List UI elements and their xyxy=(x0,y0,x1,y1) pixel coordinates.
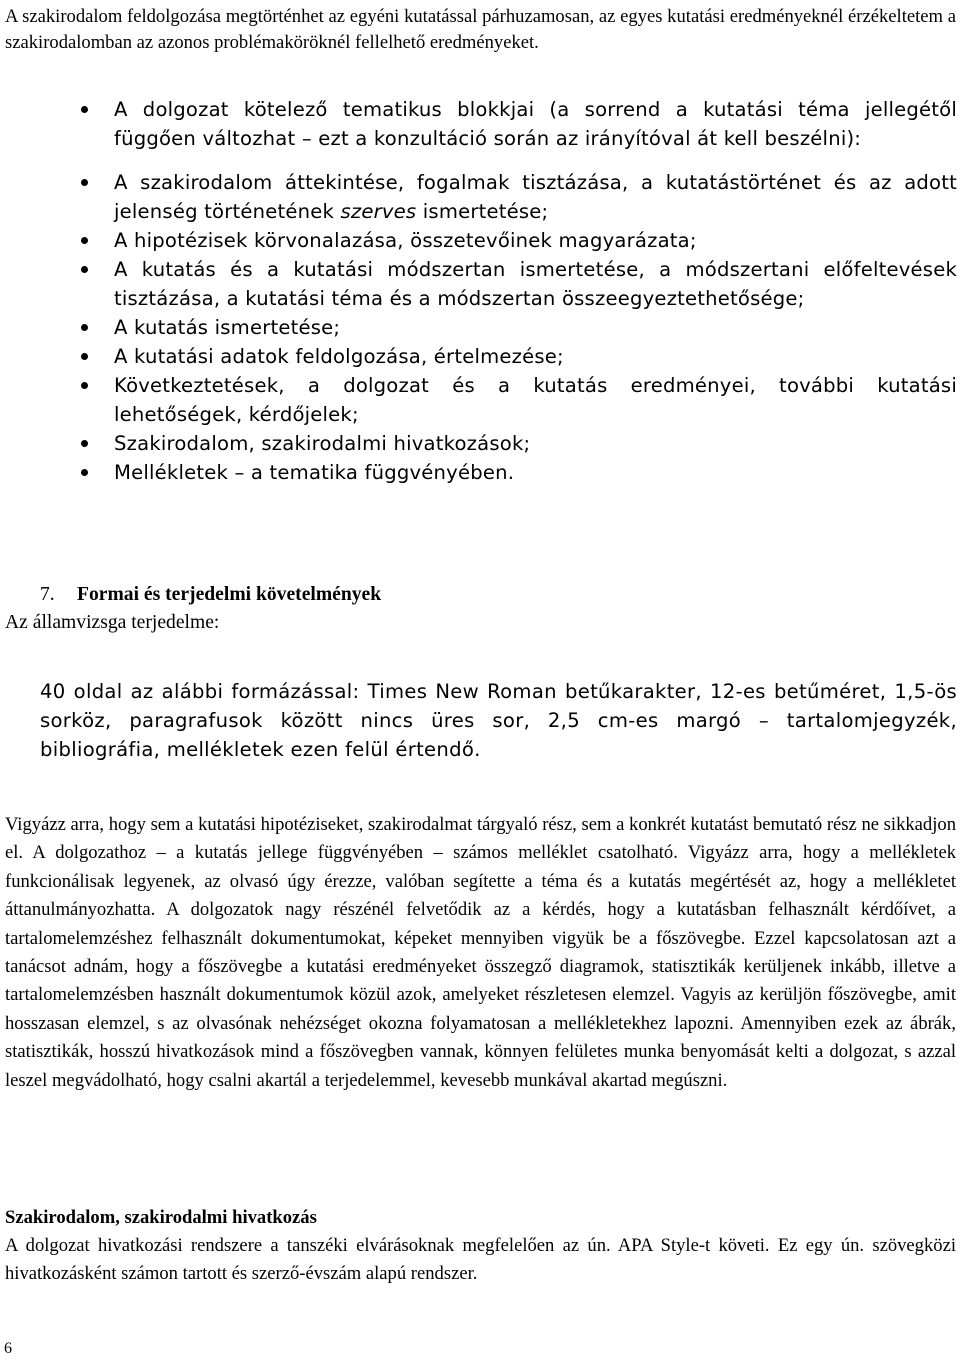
thematic-blocks-list xyxy=(77,95,957,487)
references-heading: Szakirodalom, szakirodalmi hivatkozás xyxy=(5,1207,317,1228)
references-paragraph: A dolgozat hivatkozási rendszere a tanszéki elvárásoknak megfelelően az ún. APA Style-t követi. Ez egy ún. szövegközi hivatkozásként számon tartott és szerző-évszám alapú rendszer. xyxy=(5,1235,956,1284)
list-item xyxy=(77,458,957,487)
list-item xyxy=(77,255,957,313)
section-number: 7. xyxy=(40,584,55,605)
intro-paragraph: A szakirodalom feldolgozása megtörténhet az egyéni kutatással párhuzamosan, az egyes kutatási eredményeknél érzékeltetem a szakirodalomban az azonos problémaköröknél fellelhető eredményeket. xyxy=(5,6,956,53)
list-item xyxy=(77,168,957,226)
bullet-icon xyxy=(81,469,88,476)
section-title: Formai és terjedelmi követelmények xyxy=(77,584,382,605)
bullet-icon xyxy=(81,179,88,186)
bullet-icon xyxy=(81,324,88,331)
list-item-text: A kutatás és a kutatási módszertan ismertetése, a módszertani előfeltevések tisztázása, a kutatási téma és a módszertan összeegyeztethetősége; xyxy=(114,258,957,310)
list-item xyxy=(77,95,957,153)
emphasis-text: szerves xyxy=(340,200,417,223)
bullet-icon xyxy=(81,353,88,360)
bullet-icon xyxy=(81,237,88,244)
list-item-text: A szakirodalom áttekintése, fogalmak tisztázása, a kutatástörténet és az adott jelenség történetének szerves ismertetése; xyxy=(114,171,957,223)
page-number: 6 xyxy=(4,1340,12,1357)
list-item xyxy=(77,313,957,342)
list-item-text: Szakirodalom, szakirodalmi hivatkozások; xyxy=(114,432,531,455)
section-heading xyxy=(40,582,381,608)
list-item xyxy=(77,371,957,429)
bullet-icon xyxy=(81,382,88,389)
bullet-icon xyxy=(81,106,88,113)
format-requirements: 40 oldal az alábbi formázással: Times New Roman betűkarakter, 12-es betűméret, 1,5-ös sorköz, paragrafusok között nincs üres sor, 2,5 cm-es margó – tartalomjegyzék, bibliográfia, mellékletek ezen felül értendő. xyxy=(40,680,957,761)
bullet-icon xyxy=(81,266,88,273)
list-item-text: A hipotézisek körvonalazása, összetevőinek magyarázata; xyxy=(114,229,697,252)
list-item xyxy=(77,342,957,371)
section-subtitle: Az államvizsga terjedelme: xyxy=(5,612,220,633)
list-item-text: A dolgozat kötelező tematikus blokkjai (a sorrend a kutatási téma jellegétől függően változhat – ezt a konzultáció során az irányítóval át kell beszélni): xyxy=(114,98,957,150)
list-item-text: A kutatás ismertetése; xyxy=(114,316,341,339)
list-item xyxy=(77,429,957,458)
list-item-text: Mellékletek – a tematika függvényében. xyxy=(114,461,515,484)
list-item-text: Következtetések, a dolgozat és a kutatás eredményei, további kutatási lehetőségek, kérdőjelek; xyxy=(114,374,957,426)
warning-paragraph: Vigyázz arra, hogy sem a kutatási hipotéziseket, szakirodalmat tárgyaló rész, sem a konkrét kutatást bemutató rész ne sikkadjon el. A dolgozathoz – a kutatás jellege függvényében – számos melléklet csatolható. Vigyázz arra, hogy a mellékletek funkcionálisak legyenek, az olvasó úgy érezze, valóban segítette a téma és a kutatás megértését az, hogy a mellékletet áttanulmányozhatta. A dolgozatok nagy részénél felvetődik az a kérdés, hogy a kutatásban felhasznált kérdőívet, a tartalomelemzéshez felhasznált dokumentumokat, képeket mennyiben vigyük be a főszövegbe. Ezzel kapcsolatosan azt a tanácsot adnám, hogy a főszövegbe a kutatási eredményeket összegző diagramok, statisztikák kerüljenek inkább, illetve a tartalomelemzésben használt dokumentumok közül azok, amelyeket részletesen elemzel. Vagyis az kerüljön főszövegbe, amit hosszasan elemzel, s az olvasónak nehézséget okozna folyamatosan a mellékletekhez lapozni. Amennyiben ezek az ábrák, statisztikák, hosszú hivatkozások mind a főszövegben vannak, könnyen felületes munka benyomását kelti a dolgozat, s azzal leszel megvádolható, hogy csalni akartál a terjedelemmel, kevesebb munkával akartad megúszni. xyxy=(5,814,956,1091)
list-item-text: A kutatási adatok feldolgozása, értelmezése; xyxy=(114,345,564,368)
bullet-icon xyxy=(81,440,88,447)
list-item xyxy=(77,226,957,255)
